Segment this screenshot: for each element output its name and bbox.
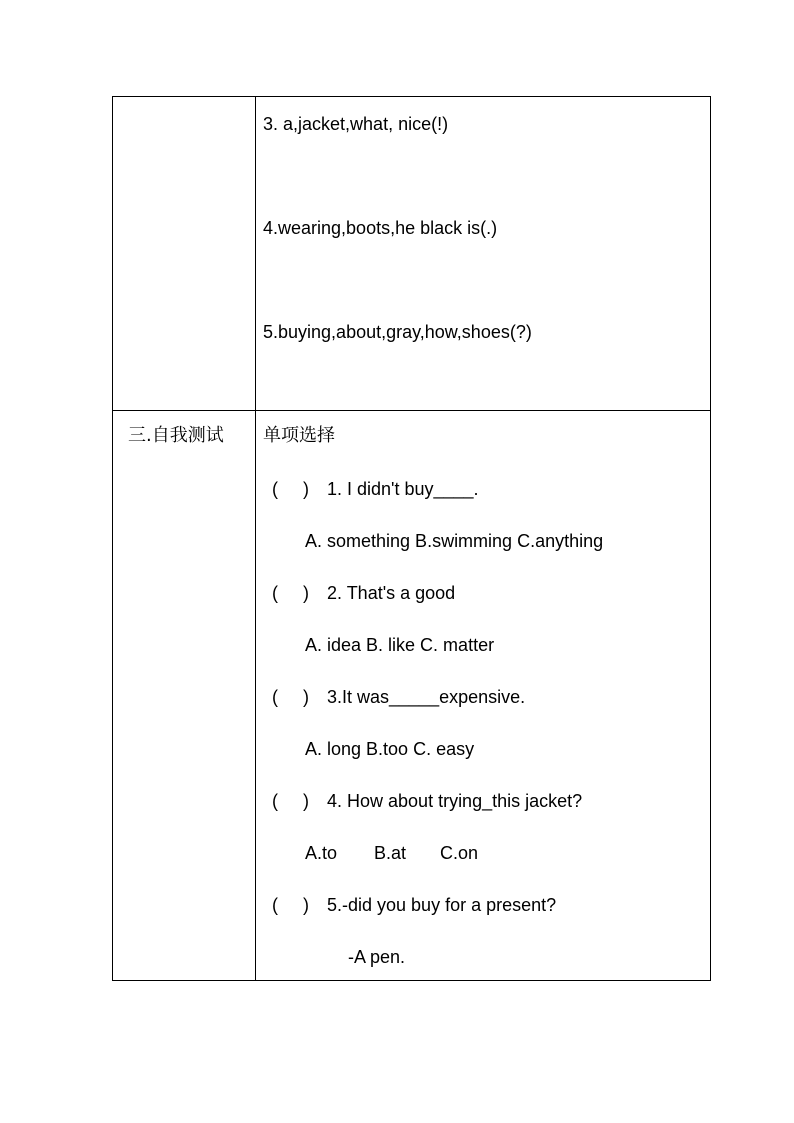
question-1-stem: 1. I didn't buy____. (327, 479, 479, 499)
section-heading: 单项选择 (263, 425, 335, 446)
item-3-text: 3. a,jacket,what, nice(!) (263, 114, 449, 134)
question-3-stem: 3.It was_____expensive. (327, 687, 526, 707)
question-4-option-b: B.at (374, 843, 407, 863)
section-label: 三.自我测试 (128, 425, 224, 446)
item-4-text: 4.wearing,boots,he black is(.) (263, 218, 498, 238)
question-4-option-c: C.on (440, 843, 479, 863)
answer-paren-1: ( ) (272, 479, 309, 499)
answer-paren-4: ( ) (272, 791, 309, 811)
item-5-text: 5.buying,about,gray,how,shoes(?) (263, 322, 532, 342)
question-3-options: A. long B.too C. easy (305, 739, 475, 759)
answer-paren-3: ( ) (272, 687, 309, 707)
question-1-options: A. something B.swimming C.anything (305, 531, 604, 551)
question-4-stem: 4. How about trying_this jacket? (327, 791, 583, 811)
question-5-stem: 5.-did you buy for a present? (327, 895, 557, 915)
answer-paren-5: ( ) (272, 895, 309, 915)
question-2-options: A. idea B. like C. matter (305, 635, 495, 655)
question-4-option-a: A.to (305, 843, 338, 863)
answer-paren-2: ( ) (272, 583, 309, 603)
question-2-stem: 2. That's a good (327, 583, 456, 603)
column-divider (255, 97, 256, 980)
row-divider (113, 410, 710, 411)
question-5-answer-line: -A pen. (348, 947, 406, 967)
